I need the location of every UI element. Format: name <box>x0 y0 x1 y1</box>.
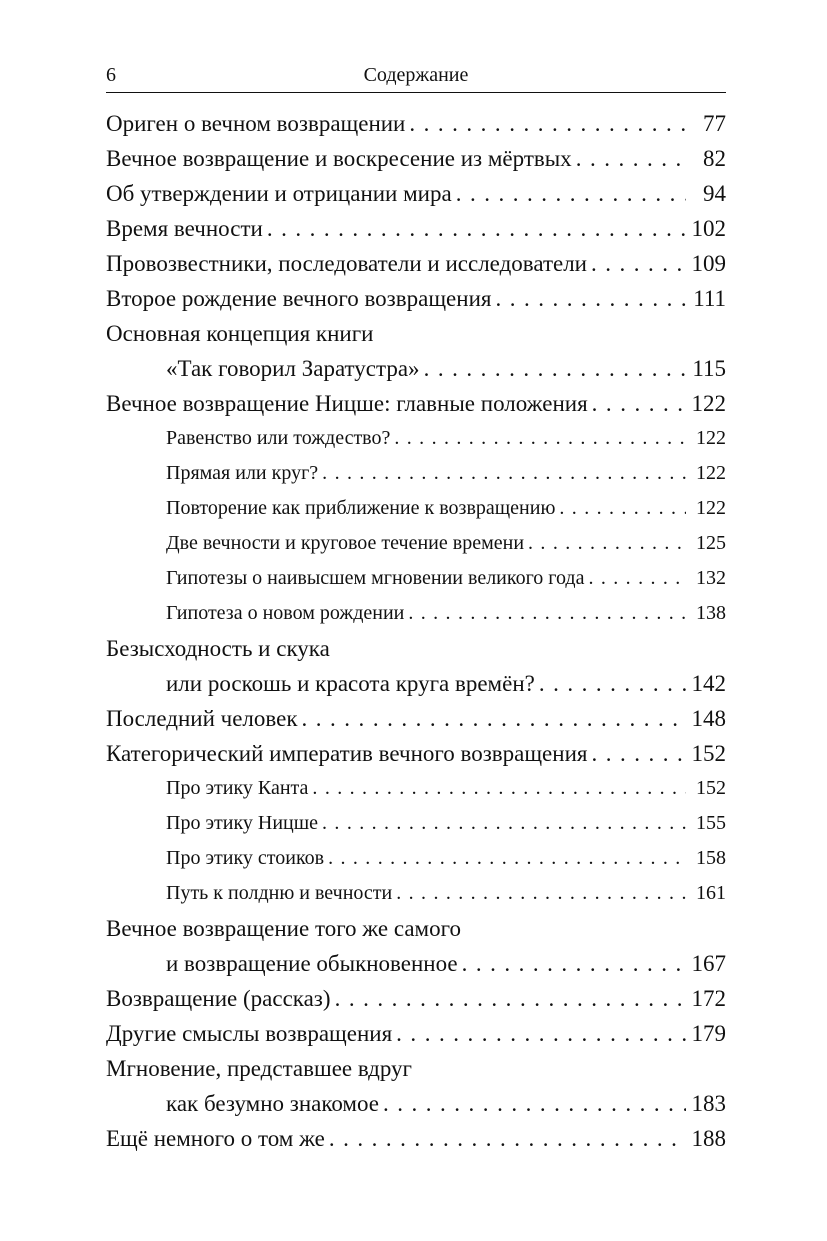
dot-leader <box>462 946 686 981</box>
toc-subentry[interactable] <box>106 596 726 631</box>
toc-entry[interactable] <box>106 386 726 421</box>
toc-title: Путь к полдню и вечности <box>166 882 393 904</box>
toc-title: Про этику Ницше <box>166 812 319 834</box>
dot-leader <box>396 1016 685 1051</box>
toc-page-number: 125 <box>696 532 726 554</box>
toc-line <box>106 806 726 841</box>
toc-entry[interactable] <box>106 1016 726 1051</box>
toc-line <box>106 876 726 911</box>
toc-entry[interactable] <box>106 981 726 1016</box>
dot-leader <box>539 666 686 701</box>
toc-title: Про этику стоиков <box>166 847 325 869</box>
dot-leader <box>495 281 686 316</box>
toc-line <box>106 526 726 561</box>
toc-line <box>106 1086 726 1121</box>
toc-page-number: 158 <box>696 847 726 869</box>
toc-title: Основная концепция книги <box>106 321 374 346</box>
dot-leader <box>559 491 686 526</box>
toc-title: Другие смыслы возвращения <box>106 1021 393 1046</box>
toc-line <box>106 106 726 141</box>
toc-title: Время вечности <box>106 216 263 241</box>
toc-subentry[interactable] <box>106 876 726 911</box>
toc-entry[interactable] <box>106 1121 726 1156</box>
dot-leader <box>592 386 686 421</box>
toc-page-number: 132 <box>696 567 726 589</box>
toc-line <box>106 736 726 771</box>
toc-line <box>106 666 726 701</box>
toc-line <box>106 1051 726 1086</box>
toc-line <box>106 246 726 281</box>
toc-line <box>106 841 726 876</box>
toc-page-number: 167 <box>691 951 726 976</box>
toc-title: Равенство или тождество? <box>166 427 391 449</box>
toc-title: «Так говорил Заратустра» <box>166 356 420 381</box>
toc-title: как безумно знакомое <box>166 1091 379 1116</box>
toc-page-number: 142 <box>691 671 726 696</box>
toc-title: Про этику Канта <box>166 777 309 799</box>
toc-title: Гипотеза о новом рождении <box>166 602 405 624</box>
table-of-contents <box>106 106 726 1156</box>
toc-page-number: 138 <box>696 602 726 624</box>
toc-title: Последний человек <box>106 706 298 731</box>
running-title: Содержание <box>363 64 469 86</box>
toc-page-number: 161 <box>696 882 726 904</box>
toc-line <box>106 316 726 351</box>
dot-leader <box>267 211 686 246</box>
toc-page-number: 122 <box>696 462 726 484</box>
toc-line <box>106 981 726 1016</box>
toc-subentry[interactable] <box>106 806 726 841</box>
dot-leader <box>396 876 686 911</box>
toc-page-number: 77 <box>703 111 726 136</box>
toc-line <box>106 456 726 491</box>
toc-line <box>106 281 726 316</box>
dot-leader <box>312 771 686 806</box>
dot-leader <box>335 981 686 1016</box>
dot-leader <box>383 1086 686 1121</box>
toc-page-number: 152 <box>696 777 726 799</box>
toc-line <box>106 561 726 596</box>
toc-line <box>106 631 726 666</box>
toc-page-number: 122 <box>696 427 726 449</box>
toc-entry[interactable] <box>106 316 726 386</box>
toc-subentry[interactable] <box>106 491 726 526</box>
dot-leader <box>424 351 686 386</box>
dot-leader <box>302 701 686 736</box>
dot-leader <box>591 736 685 771</box>
toc-line <box>106 596 726 631</box>
toc-entry[interactable] <box>106 246 726 281</box>
toc-page-number: 122 <box>696 497 726 519</box>
dot-leader <box>322 806 686 841</box>
toc-page-number: 102 <box>691 216 726 241</box>
dot-leader <box>528 526 686 561</box>
toc-title: Провозвестники, последователи и исследователи <box>106 251 587 276</box>
toc-page-number: 148 <box>691 706 726 731</box>
toc-title: и возвращение обыкновенное <box>166 951 458 976</box>
toc-title: Две вечности и круговое течение времени <box>166 532 525 554</box>
toc-title: Об утверждении и отрицании мира <box>106 181 452 206</box>
dot-leader <box>394 421 686 456</box>
toc-page-number: 109 <box>691 251 726 276</box>
toc-title: Ещё немного о том же <box>106 1126 325 1151</box>
toc-title: Мгновение, представшее вдруг <box>106 1056 412 1081</box>
dot-leader <box>322 456 686 491</box>
toc-line <box>106 946 726 981</box>
page-number: 6 <box>106 64 116 86</box>
toc-title: Категорический императив вечного возвращения <box>106 741 588 766</box>
toc-entry[interactable] <box>106 631 726 701</box>
dot-leader <box>576 141 686 176</box>
toc-entry[interactable] <box>106 701 726 736</box>
toc-entry[interactable] <box>106 1051 726 1121</box>
toc-subentry[interactable] <box>106 526 726 561</box>
toc-page-number: 115 <box>692 356 726 381</box>
toc-title: Вечное возвращение и воскресение из мёртвых <box>106 146 572 171</box>
toc-line <box>106 771 726 806</box>
toc-page-number: 155 <box>696 812 726 834</box>
toc-title: Второе рождение вечного возвращения <box>106 286 492 311</box>
dot-leader <box>328 841 686 876</box>
toc-title: или роскошь и красота круга времён? <box>166 671 535 696</box>
dot-leader <box>456 176 686 211</box>
toc-page-number: 172 <box>691 986 726 1011</box>
dot-leader <box>588 561 686 596</box>
toc-subentry[interactable] <box>106 771 726 806</box>
toc-line <box>106 386 726 421</box>
toc-line <box>106 701 726 736</box>
toc-page-number: 122 <box>691 391 726 416</box>
toc-title: Безысходность и скука <box>106 636 330 661</box>
toc-entry[interactable] <box>106 911 726 981</box>
toc-entry[interactable] <box>106 106 726 141</box>
toc-subentry[interactable] <box>106 841 726 876</box>
toc-line <box>106 351 726 386</box>
toc-line <box>106 1016 726 1051</box>
toc-entry[interactable] <box>106 736 726 771</box>
dot-leader <box>329 1121 686 1156</box>
toc-title: Вечное возвращение того же самого <box>106 916 461 941</box>
toc-line <box>106 211 726 246</box>
toc-entry[interactable] <box>106 211 726 246</box>
toc-subentry[interactable] <box>106 561 726 596</box>
toc-line <box>106 421 726 456</box>
toc-page-number: 94 <box>703 181 726 206</box>
toc-title: Гипотезы о наивысшем мгновении великого года <box>166 567 585 589</box>
toc-page-number: 111 <box>693 286 726 311</box>
toc-entry[interactable] <box>106 281 726 316</box>
toc-line <box>106 491 726 526</box>
toc-page-number: 152 <box>691 741 726 766</box>
dot-leader <box>409 106 686 141</box>
toc-line <box>106 176 726 211</box>
toc-entry[interactable] <box>106 141 726 176</box>
page-header <box>106 64 726 93</box>
toc-page-number: 82 <box>703 146 726 171</box>
dot-leader <box>591 246 686 281</box>
toc-page-number: 183 <box>691 1091 726 1116</box>
toc-page-number: 188 <box>691 1126 726 1151</box>
toc-title: Вечное возвращение Ницше: главные положения <box>106 391 588 416</box>
dot-leader <box>408 596 686 631</box>
toc-title: Ориген о вечном возвращении <box>106 111 406 136</box>
toc-line <box>106 1121 726 1156</box>
toc-title: Повторение как приближение к возвращению <box>166 497 556 519</box>
toc-subentry[interactable] <box>106 456 726 491</box>
toc-line <box>106 911 726 946</box>
toc-page-number: 179 <box>691 1021 726 1046</box>
toc-title: Возвращение (рассказ) <box>106 986 331 1011</box>
toc-line <box>106 141 726 176</box>
toc-subentry[interactable] <box>106 421 726 456</box>
toc-title: Прямая или круг? <box>166 462 319 484</box>
toc-entry[interactable] <box>106 176 726 211</box>
